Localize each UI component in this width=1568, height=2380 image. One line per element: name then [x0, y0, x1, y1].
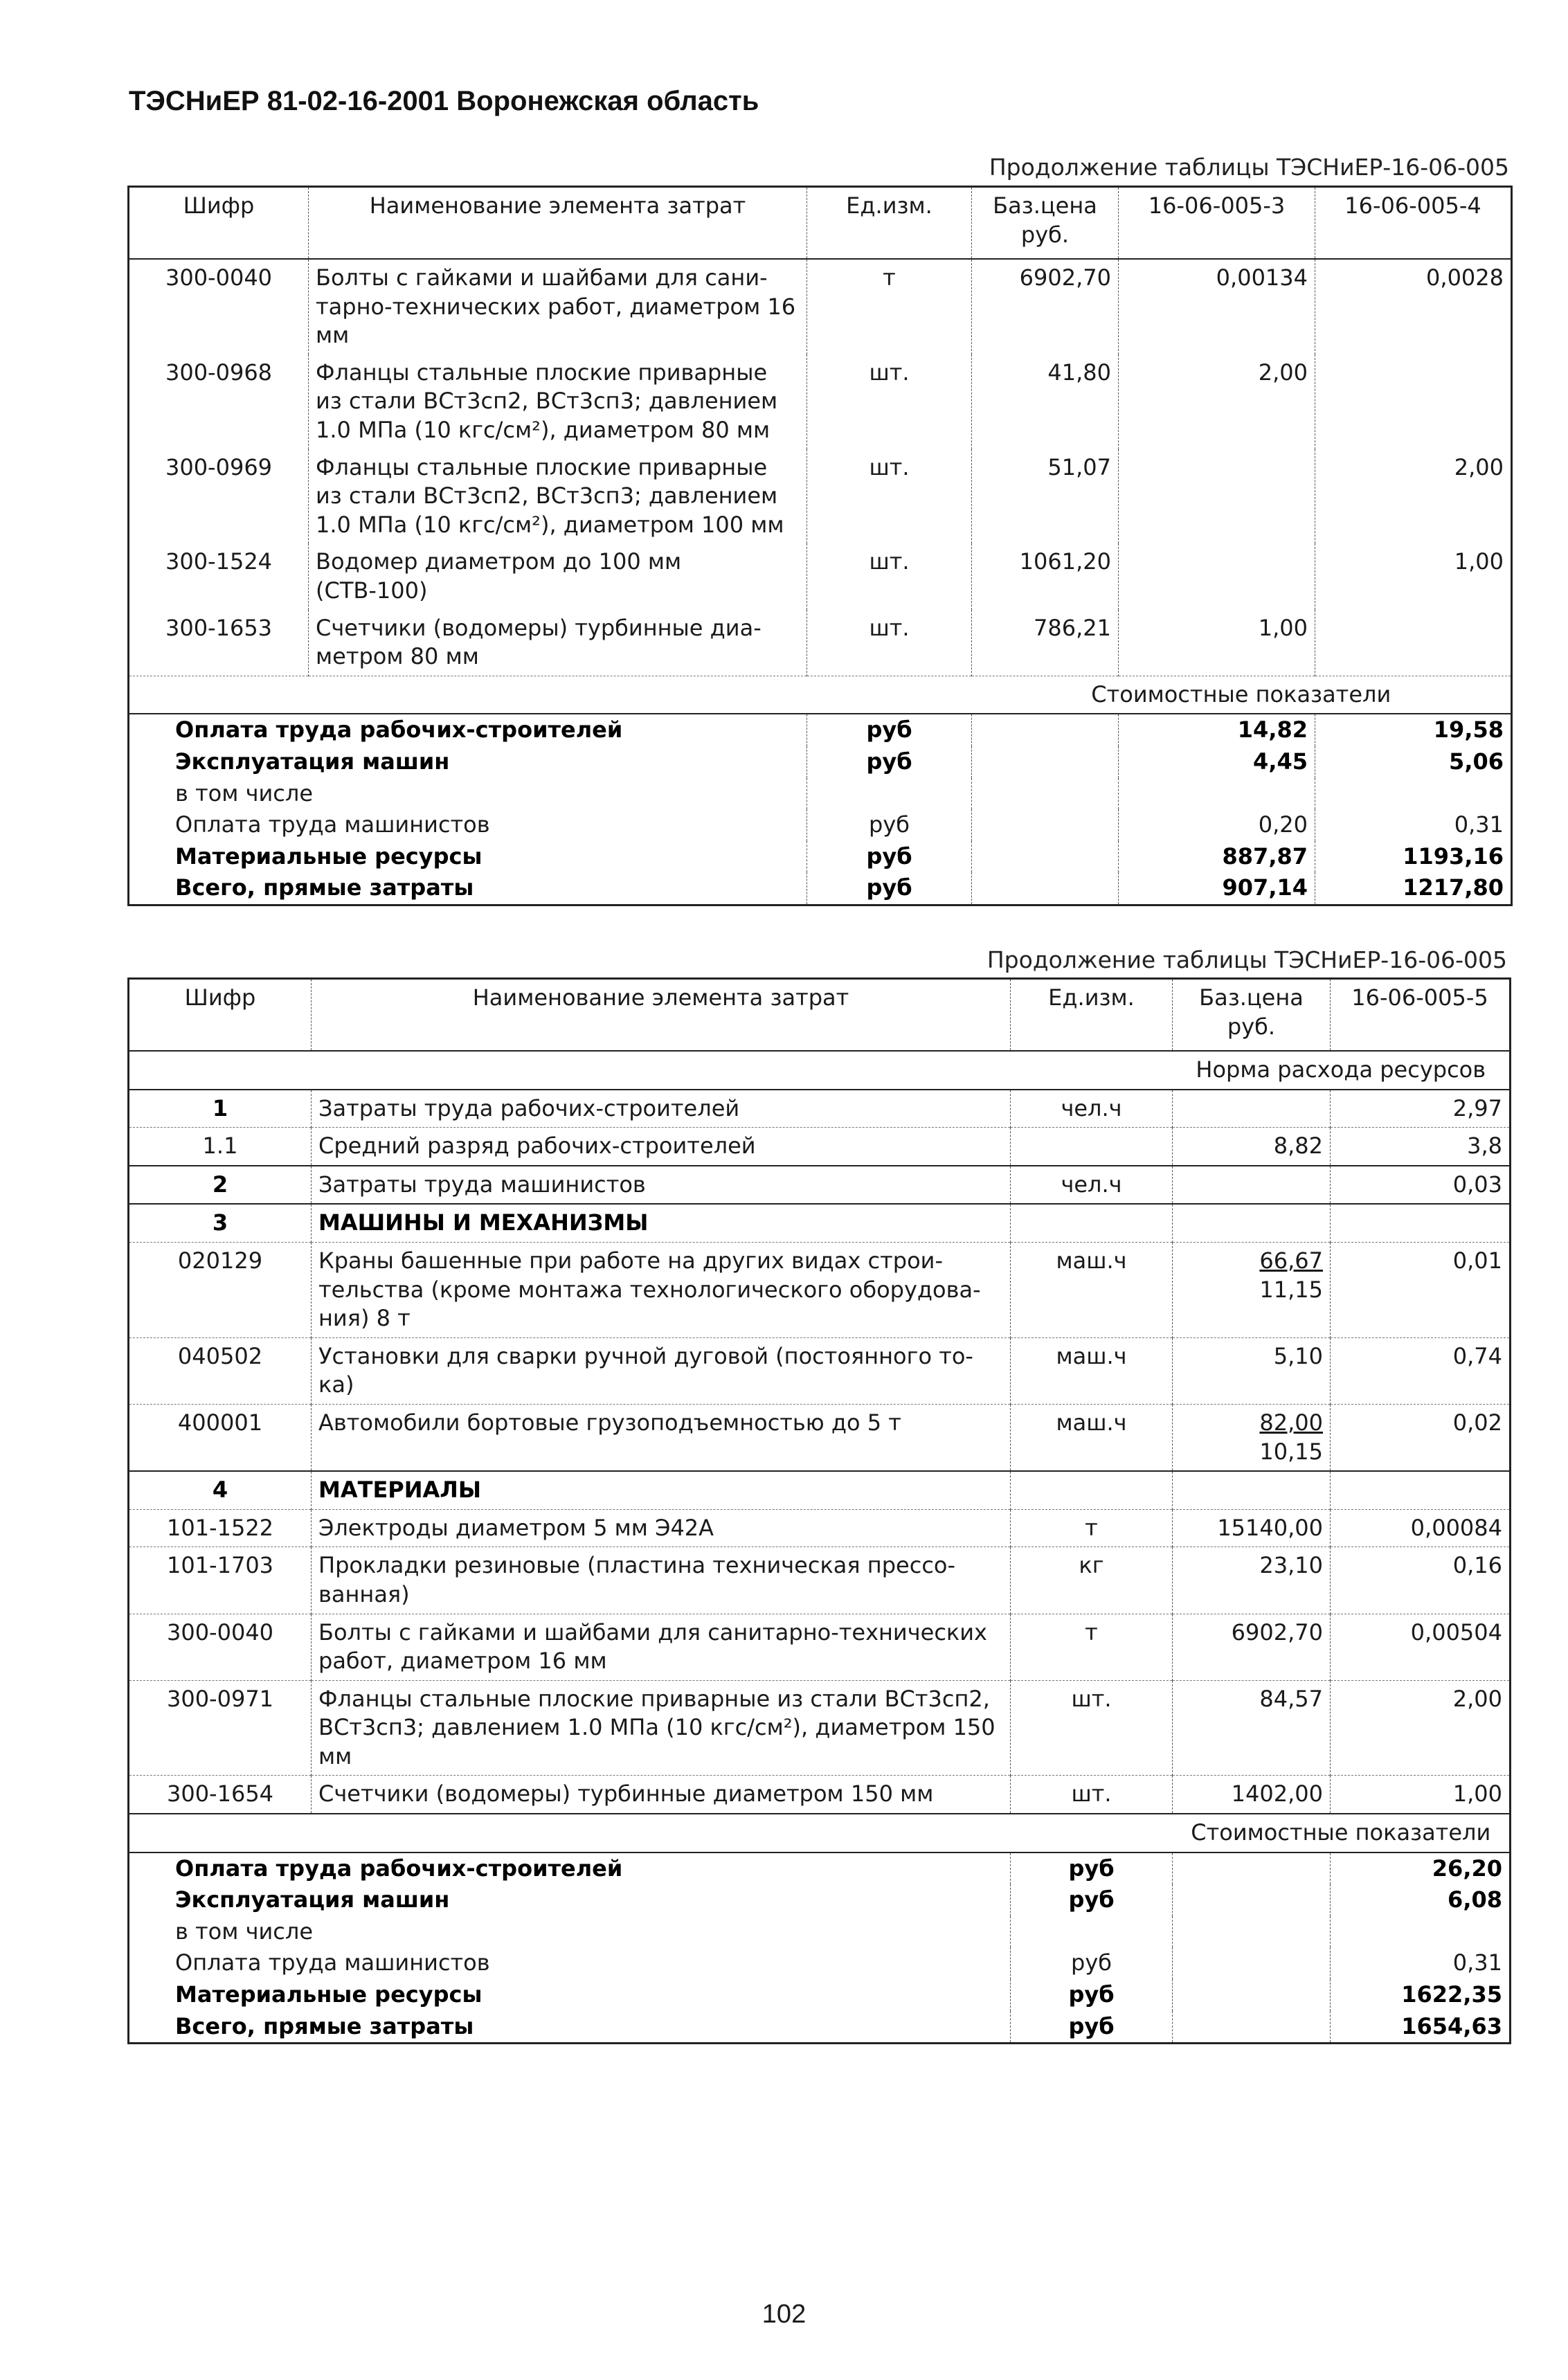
value-cell: 907,14: [1119, 872, 1315, 905]
spacer-cell: [129, 676, 972, 714]
value-cell: [1315, 610, 1512, 676]
unit-cell: руб: [807, 714, 972, 746]
table-row: [129, 1471, 1511, 1509]
table1-header-cell: Ед.изм.: [807, 187, 972, 260]
unit-cell: шт.: [807, 354, 972, 449]
value-cell: 1654,63: [1331, 2011, 1511, 2044]
table-row: [129, 1337, 1511, 1404]
value-cell: 14,82: [1119, 714, 1315, 746]
empty-cell: [972, 746, 1119, 778]
price-cell: 41,80: [972, 354, 1119, 449]
code-cell: 300-0040: [165, 264, 273, 291]
value-cell: 1217,80: [1315, 872, 1512, 905]
table-row: [129, 543, 1512, 609]
value-cell: 2,97: [1331, 1090, 1511, 1128]
cost-label-cell: Оплата труда рабочих-строителей: [175, 716, 623, 743]
price-cell: [1173, 1204, 1331, 1242]
name-cell: Болты с гайками и шайбами для сани-тарно-технических работ, диаметром 16 мм: [309, 259, 807, 354]
value-cell: 0,03: [1331, 1166, 1511, 1205]
code-cell: 101-1703: [129, 1547, 312, 1614]
norm-header-cell: Норма расхода ресурсов: [1173, 1051, 1511, 1090]
price-cell: [1173, 1404, 1331, 1471]
price-value: 1402,00: [1231, 1781, 1323, 1807]
empty-cell: [1173, 1916, 1331, 1948]
table2-norm-header-row: [129, 1051, 1511, 1090]
unit-cell: шт.: [1011, 1680, 1173, 1776]
unit-cell: т: [1011, 1509, 1173, 1547]
unit-cell: руб: [807, 809, 972, 841]
table-row: [129, 449, 1512, 544]
table-row: [129, 1614, 1511, 1680]
cost-label-cell: Материальные ресурсы: [175, 842, 483, 869]
value-cell: 1193,16: [1315, 841, 1512, 873]
value-cell: 0,31: [1331, 1947, 1511, 1979]
table1-header-row: [129, 187, 1512, 260]
cost-label-cell: в том числе: [175, 779, 313, 806]
cost-label-cell: Эксплуатация машин: [175, 1886, 450, 1913]
name-cell: Фланцы стальные плоские приварные из стали ВСт3сп2, ВСт3сп3; давлением 1.0 МПа (10 кгс/см²), диаметром 150 мм: [312, 1680, 1011, 1776]
table1-cost-header-row: [129, 676, 1512, 714]
unit-cell: [1011, 1204, 1173, 1242]
price-cell: [1173, 1128, 1331, 1166]
value-cell: [1331, 1204, 1511, 1242]
unit-cell: [1011, 1128, 1173, 1166]
cost-row: [129, 841, 1512, 873]
unit-cell: шт.: [1011, 1776, 1173, 1814]
price-cell: 6902,70: [972, 259, 1119, 354]
table1-header-cell: Шифр: [129, 187, 309, 260]
value-cell: 6,08: [1331, 1884, 1511, 1916]
table1-continuation-caption: Продолжение таблицы ТЭСНиЕР-16-06-005: [989, 154, 1509, 181]
value-cell: 1,00: [1331, 1776, 1511, 1814]
table2-header-row: [129, 979, 1511, 1052]
cost-row: [129, 1884, 1511, 1916]
cost-row: [129, 1916, 1511, 1948]
table-row: [129, 354, 1512, 449]
price-value: 15140,00: [1217, 1514, 1323, 1541]
table-row: [129, 1680, 1511, 1776]
value-cell: [1119, 449, 1315, 544]
table-row: [129, 1776, 1511, 1814]
name-cell: Затраты труда машинистов: [312, 1166, 1011, 1205]
price-cell: [1173, 1242, 1331, 1337]
table-row: [129, 1166, 1511, 1205]
empty-cell: [1173, 2011, 1331, 2044]
cost-label-cell: в том числе: [175, 1918, 313, 1945]
table2-header-cell: Наименование элемента затрат: [312, 979, 1011, 1052]
name-cell: Прокладки резиновые (пластина техническая прессо-ванная): [312, 1547, 1011, 1614]
unit-cell: руб: [807, 841, 972, 873]
unit-cell: [1011, 1916, 1173, 1948]
table1-header-cell: Баз.цена руб.: [972, 187, 1119, 260]
value-cell: 1,00: [1315, 543, 1512, 609]
name-cell: Установки для сварки ручной дуговой (постоянного то-ка): [312, 1337, 1011, 1404]
code-cell: 4: [129, 1471, 312, 1509]
table2-cost-header-row: [129, 1814, 1511, 1852]
code-cell: 300-0969: [165, 453, 273, 480]
value-cell: 0,74: [1331, 1337, 1511, 1404]
name-cell: Фланцы стальные плоские приварные из стали ВСт3сп2, ВСт3сп3; давлением 1.0 МПа (10 кгс/см²), диаметром 80 мм: [309, 354, 807, 449]
table2-header-cell: 16-06-005-5: [1331, 979, 1511, 1052]
price-cell: [1173, 1166, 1331, 1205]
name-cell: Электроды диаметром 5 мм Э42А: [312, 1509, 1011, 1547]
name-cell: МАШИНЫ И МЕХАНИЗМЫ: [312, 1204, 1011, 1242]
price-cell: [1173, 1547, 1331, 1614]
empty-cell: [1173, 1947, 1331, 1979]
spacer-cell: [129, 1051, 1173, 1090]
price-cell: [1173, 1471, 1331, 1509]
value-cell: 0,31: [1315, 809, 1512, 841]
name-cell: Затраты труда рабочих-строителей: [312, 1090, 1011, 1128]
table-row: [129, 1242, 1511, 1337]
table1-header-cell: 16-06-005-3: [1119, 187, 1315, 260]
table-row: [129, 1128, 1511, 1166]
table-row: [129, 259, 1512, 354]
table2-header-cell: Шифр: [129, 979, 312, 1052]
cost-label-cell: Оплата труда машинистов: [175, 811, 490, 838]
unit-cell: маш.ч: [1011, 1337, 1173, 1404]
value-cell: 0,01: [1331, 1242, 1511, 1337]
name-cell: Счетчики (водомеры) турбинные диа-метром 80 мм: [309, 610, 807, 676]
price-cell: 786,21: [972, 610, 1119, 676]
unit-cell: руб: [1011, 1884, 1173, 1916]
unit-cell: шт.: [807, 610, 972, 676]
price-cell: [1173, 1776, 1331, 1814]
code-cell: 300-0040: [129, 1614, 312, 1680]
code-cell: 300-1653: [165, 614, 273, 641]
table-row: [129, 1404, 1511, 1471]
value-cell: [1331, 1916, 1511, 1948]
cost-row: [129, 809, 1512, 841]
empty-cell: [972, 714, 1119, 746]
price-secondary-value: 10,15: [1259, 1438, 1323, 1465]
value-cell: 3,8: [1331, 1128, 1511, 1166]
value-cell: [1119, 778, 1315, 810]
empty-cell: [1173, 1852, 1331, 1885]
empty-cell: [972, 841, 1119, 873]
name-cell: Счетчики (водомеры) турбинные диаметром 150 мм: [312, 1776, 1011, 1814]
unit-cell: [1011, 1471, 1173, 1509]
cost-label-cell: Эксплуатация машин: [175, 748, 450, 775]
unit-cell: руб: [1011, 1947, 1173, 1979]
table2-header-cell: Ед.изм.: [1011, 979, 1173, 1052]
name-cell: Водомер диаметром до 100 мм (СТВ-100): [309, 543, 807, 609]
unit-cell: т: [1011, 1614, 1173, 1680]
value-cell: 1622,35: [1331, 1979, 1511, 2011]
table1-header-cell: Наименование элемента затрат: [309, 187, 807, 260]
cost-header-cell: Стоимостные показатели: [972, 676, 1512, 714]
empty-cell: [972, 872, 1119, 905]
price-value: 23,10: [1259, 1552, 1323, 1579]
price-cell: [1173, 1337, 1331, 1404]
unit-cell: [807, 778, 972, 810]
unit-cell: чел.ч: [1011, 1090, 1173, 1128]
value-cell: 5,06: [1315, 746, 1512, 778]
value-cell: 2,00: [1315, 449, 1512, 544]
code-cell: 020129: [129, 1242, 312, 1337]
value-cell: 26,20: [1331, 1852, 1511, 1885]
name-cell: Автомобили бортовые грузоподъемностью до 5 т: [312, 1404, 1011, 1471]
value-cell: 0,02: [1331, 1404, 1511, 1471]
code-cell: 3: [129, 1204, 312, 1242]
price-secondary-value: 11,15: [1259, 1276, 1323, 1303]
value-cell: 4,45: [1119, 746, 1315, 778]
page-title: ТЭСНиЕР 81-02-16-2001 Воронежская область: [129, 86, 759, 116]
cost-label-cell: Оплата труда машинистов: [175, 1949, 490, 1976]
value-cell: 0,00084: [1331, 1509, 1511, 1547]
code-cell: 300-0968: [165, 359, 273, 386]
cost-header-cell: Стоимостные показатели: [1173, 1814, 1511, 1852]
price-value: 66,67: [1259, 1247, 1323, 1274]
empty-cell: [972, 809, 1119, 841]
cost-label-cell: Всего, прямые затраты: [175, 2012, 474, 2039]
spacer-cell: [129, 1814, 1173, 1852]
empty-cell: [1173, 1884, 1331, 1916]
unit-cell: маш.ч: [1011, 1404, 1173, 1471]
price-cell: 51,07: [972, 449, 1119, 544]
code-cell: 2: [129, 1166, 312, 1205]
table2-continuation-caption: Продолжение таблицы ТЭСНиЕР-16-06-005: [986, 946, 1507, 973]
code-cell: 101-1522: [129, 1509, 312, 1547]
unit-cell: чел.ч: [1011, 1166, 1173, 1205]
value-cell: 887,87: [1119, 841, 1315, 873]
price-cell: [1173, 1614, 1331, 1680]
cost-row: [129, 714, 1512, 746]
code-cell: 400001: [129, 1404, 312, 1471]
table1: [127, 186, 1513, 906]
name-cell: Болты с гайками и шайбами для санитарно-технических работ, диаметром 16 мм: [312, 1614, 1011, 1680]
code-cell: 1: [212, 1094, 228, 1121]
name-cell: Фланцы стальные плоские приварные из стали ВСт3сп2, ВСт3сп3; давлением 1.0 МПа (10 кгс/см²), диаметром 100 мм: [309, 449, 807, 544]
cost-row: [129, 1852, 1511, 1885]
value-cell: [1315, 778, 1512, 810]
price-value: 6902,70: [1231, 1619, 1323, 1646]
name-cell: МАТЕРИАЛЫ: [312, 1471, 1011, 1509]
price-cell: 1061,20: [972, 543, 1119, 609]
unit-cell: руб: [1011, 1979, 1173, 2011]
unit-cell: руб: [807, 746, 972, 778]
empty-cell: [1173, 1979, 1331, 2011]
price-value: 84,57: [1259, 1685, 1323, 1712]
value-cell: 1,00: [1119, 610, 1315, 676]
value-cell: 19,58: [1315, 714, 1512, 746]
cost-row: [129, 778, 1512, 810]
code-cell: 300-1524: [165, 548, 273, 575]
table2: [127, 977, 1511, 2044]
code-cell: 1.1: [129, 1128, 312, 1166]
unit-cell: шт.: [807, 449, 972, 544]
empty-cell: [972, 778, 1119, 810]
table-row: [129, 1090, 1511, 1128]
price-value: 5,10: [1273, 1342, 1323, 1369]
value-cell: 0,00134: [1119, 259, 1315, 354]
cost-label-cell: Всего, прямые затраты: [175, 874, 474, 901]
table-row: [129, 1509, 1511, 1547]
price-value: 82,00: [1259, 1409, 1323, 1436]
code-cell: 300-0971: [129, 1680, 312, 1776]
code-cell: 040502: [129, 1337, 312, 1404]
cost-row: [129, 1979, 1511, 2011]
value-cell: 2,00: [1119, 354, 1315, 449]
page-number: 102: [762, 2300, 806, 2329]
unit-cell: руб: [807, 872, 972, 905]
table-row: [129, 1547, 1511, 1614]
unit-cell: руб: [1011, 2011, 1173, 2044]
table2-header-cell: Баз.цена руб.: [1173, 979, 1331, 1052]
cost-row: [129, 1947, 1511, 1979]
name-cell: Краны башенные при работе на других видах строи-тельства (кроме монтажа технологического оборудова-ния) 8 т: [312, 1242, 1011, 1337]
unit-cell: руб: [1011, 1852, 1173, 1885]
table1-header-cell: 16-06-005-4: [1315, 187, 1512, 260]
cost-row: [129, 872, 1512, 905]
cost-row: [129, 746, 1512, 778]
name-cell: Средний разряд рабочих-строителей: [312, 1128, 1011, 1166]
cost-row: [129, 2011, 1511, 2044]
price-value: 8,82: [1273, 1133, 1323, 1160]
value-cell: 0,16: [1331, 1547, 1511, 1614]
cost-label-cell: Материальные ресурсы: [175, 1981, 483, 2008]
unit-cell: шт.: [807, 543, 972, 609]
price-cell: [1173, 1509, 1331, 1547]
unit-cell: кг: [1011, 1547, 1173, 1614]
value-cell: 0,0028: [1315, 259, 1512, 354]
value-cell: 0,00504: [1331, 1614, 1511, 1680]
value-cell: 0,20: [1119, 809, 1315, 841]
cost-label-cell: Оплата труда рабочих-строителей: [175, 1855, 623, 1882]
value-cell: [1119, 543, 1315, 609]
unit-cell: маш.ч: [1011, 1242, 1173, 1337]
price-cell: [1173, 1680, 1331, 1776]
table-row: [129, 610, 1512, 676]
price-cell: [1173, 1090, 1331, 1128]
table-row: [129, 1204, 1511, 1242]
code-cell: 300-1654: [129, 1776, 312, 1814]
unit-cell: т: [807, 259, 972, 354]
value-cell: 2,00: [1331, 1680, 1511, 1776]
value-cell: [1331, 1471, 1511, 1509]
value-cell: [1315, 354, 1512, 449]
